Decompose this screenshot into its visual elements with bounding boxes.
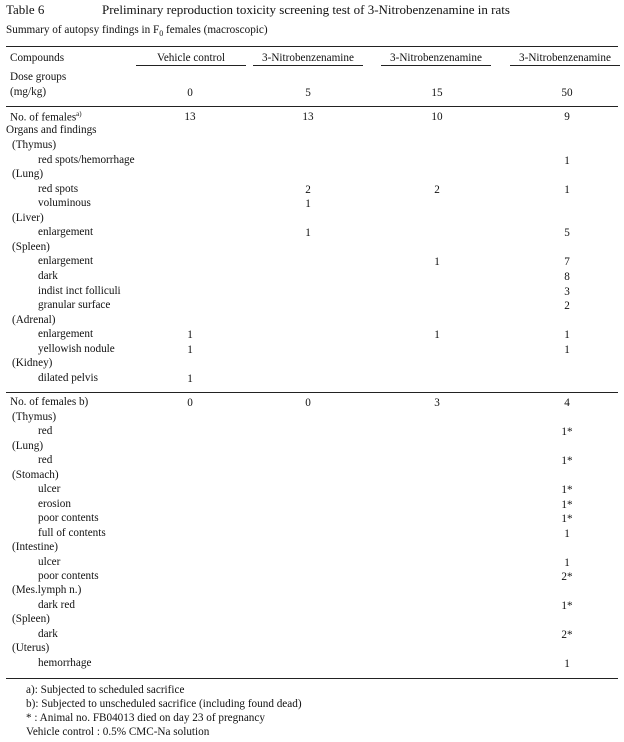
finding-value: 1 [305,198,311,211]
finding-value: 8 [564,270,570,283]
finding-value: 2* [561,628,573,641]
table-label: Table 6 [6,2,45,17]
females-b-value: 0 [187,397,193,409]
footnote-star: * : Animal no. FB04013 died on day 23 of pregnancy [26,712,265,724]
finding-label: red spots/hemorrhage [38,153,135,166]
finding-value: 2 [564,300,570,313]
finding-value: 1 [187,343,193,356]
col-header-15: 3-Nitrobenzenamine [390,52,482,64]
females-a-value: 13 [184,111,196,123]
females-b-label: No. of females b) [10,396,89,408]
finding-value: 1 [564,329,570,342]
finding-value: 1 [564,527,570,540]
table-subtitle: Summary of autopsy findings in $F_0$ females (macroscopic) [6,24,268,39]
table-title: Preliminary reproduction toxicity screening test of 3-Nitrobenzenamine in rats [102,2,510,17]
dose-units-label: (mg/kg) [10,86,47,98]
finding-value: 1 [187,329,193,342]
organ-label: (Uterus) [12,642,50,655]
dose-50: 50 [561,87,573,99]
females-a-label: No. of females$^{a)}$ [10,110,82,124]
females-a-value: 9 [564,111,570,123]
finding-value: 1 [564,183,570,196]
col-header-vehicle: Vehicle control [156,52,226,64]
finding-label: dilated pelvis [38,371,98,384]
organ-label: (Kidney) [12,357,53,370]
subtitle-subscript: 0 [159,29,164,39]
dose-vehicle: 0 [187,87,193,99]
finding-label: hemorrhage [38,656,92,669]
females-b-value: 3 [434,397,440,409]
finding-label: voluminous [38,197,91,210]
organ-label: (Adrenal) [12,313,56,326]
finding-value: 1 [434,329,440,342]
header-bottom-rule [6,106,618,107]
column-rule-1 [136,65,246,66]
finding-value: 1 [564,154,570,167]
organ-label: (Liver) [12,211,44,224]
females-b-value: 0 [305,397,311,409]
column-rule-3 [381,65,491,66]
organ-label: (Lung) [12,439,44,452]
column-rule-4 [510,65,620,66]
finding-value: 1 [434,256,440,269]
finding-value: 1 [305,227,311,240]
organ-label: (Spleen) [12,613,50,626]
finding-label: red [38,454,53,467]
females-a-value: 13 [302,111,314,123]
finding-value: 1* [561,426,573,439]
organs-findings-label: Organs and findings [6,124,97,136]
finding-value: 1* [561,484,573,497]
finding-value: 1* [561,599,573,612]
finding-label: ulcer [38,483,61,496]
finding-label: full of contents [38,526,106,539]
dose-15: 15 [431,87,443,99]
organ-label: (Mes.lymph n.) [12,584,82,597]
header-top-rule [6,46,618,47]
footnote-a: a): Subjected to scheduled sacrifice [26,684,185,696]
finding-label: granular surface [38,299,111,312]
finding-label: red [38,425,53,438]
finding-value: 2* [561,570,573,583]
finding-value: 2 [434,183,440,196]
column-rule-2 [253,65,363,66]
section-divider-rule [6,392,618,393]
finding-value: 1 [564,556,570,569]
finding-value: 3 [564,285,570,298]
col-header-5: 3-Nitrobenzenamine [262,52,354,64]
finding-label: yellowish nodule [38,342,115,355]
dose-groups-label: Dose groups [10,71,67,83]
finding-label: poor contents [38,512,99,525]
organ-label: (Spleen) [12,240,50,253]
col-header-50: 3-Nitrobenzenamine [519,52,611,64]
finding-label: dark [38,269,58,282]
finding-value: 1 [187,372,193,385]
footnote-vehicle: Vehicle control : 0.5% CMC-Na solution [26,726,210,738]
finding-label: enlargement [38,226,94,239]
compounds-label: Compounds [10,52,65,64]
finding-label: red spots [38,182,79,195]
females-a-value: 10 [431,111,443,123]
finding-value: 1* [561,498,573,511]
finding-label: ulcer [38,555,61,568]
finding-value: 1 [564,343,570,356]
finding-label: enlargement [38,255,94,268]
finding-label: dark [38,627,58,640]
finding-value: 5 [564,227,570,240]
organ-label: (Intestine) [12,541,58,554]
organ-label: (Stomach) [12,468,59,481]
finding-value: 1* [561,455,573,468]
finding-label: dark red [38,598,75,611]
finding-value: 2 [305,183,311,196]
table-bottom-rule [6,678,618,679]
footnote-b: b): Subjected to unscheduled sacrifice (including found dead) [26,698,302,710]
finding-value: 1* [561,513,573,526]
organ-label: (Lung) [12,168,44,181]
finding-label: indist inct folliculi [38,284,121,297]
finding-label: poor contents [38,569,99,582]
finding-label: erosion [38,497,71,510]
organ-label: (Thymus) [12,139,57,151]
finding-value: 1 [564,657,570,670]
females-b-value: 4 [564,397,570,409]
organ-label: (Thymus) [12,411,57,423]
females-a-note: a) [76,110,82,118]
finding-label: enlargement [38,328,94,341]
finding-value: 7 [564,256,570,269]
dose-5: 5 [305,87,311,99]
